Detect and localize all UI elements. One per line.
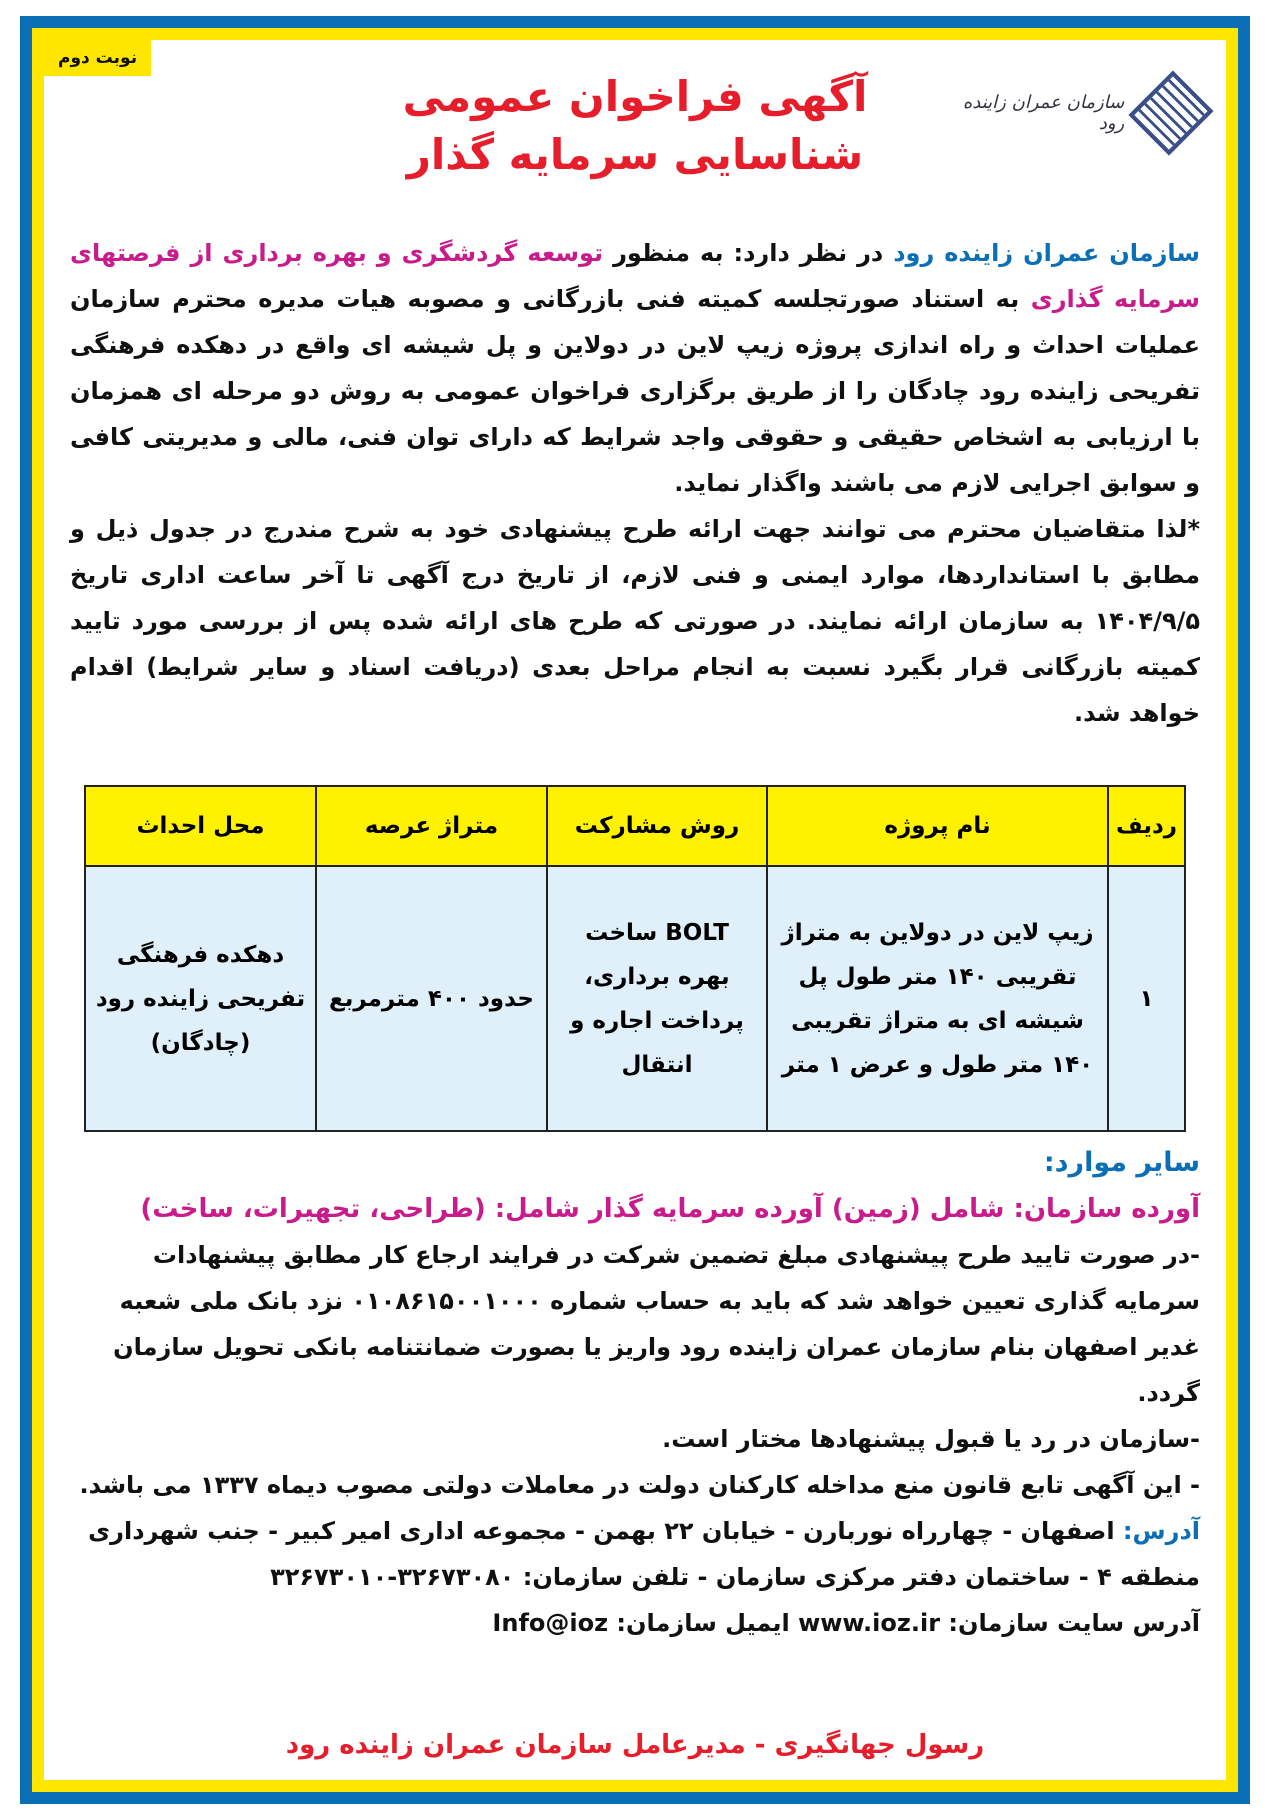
site-label: آدرس سایت سازمان: [940,1609,1200,1637]
ad-content [44,40,1226,1780]
cell-location: دهکده فرهنگی تفریحی زاینده رود (چادگان) [85,866,316,1131]
intro-body: به استناد صورتجلسه کمیته فنی بازرگانی و مصوبه هیات مدیره محترم سازمان عملیات احداث و راه اندازی پروژه زیپ لاین در دولاین و پل شیشه ای واقع در دهکده فرهنگی تفریحی زاینده رود چادگان را از طریق برگزاری فراخوان عمومی به روش دو مرحله ای همزمان با ارزیابی به اشخاص حقیقی و حقوقی واجد شرایط که دارای توان فنی، مالی و مدیریتی کافی و سوابق اجرایی لازم می باشند واگذار نماید. [70,285,1200,497]
header-row-no: ردیف [1108,786,1185,866]
website-link[interactable]: www.ioz.ir [798,1609,941,1637]
contributions: آورده سازمان: شامل (زمین) آورده سرمایه گذار شامل: (طراحی، تجهیرات، ساخت) [140,1194,1200,1224]
table-row [85,866,1185,1131]
submission-paragraph: *لذا متقاضیان محترم می توانند جهت ارائه طرح پیشنهادی خود به شرح مندرج در جدول ذیل و مطابق با استانداردها، موارد ایمنی و فنی لازم، از تاریخ درج آگهی تا آخر ساعت اداری تاریخ ۱۴۰۴/۹/۵ به سازمان ارائه نمایند. در صورتی که طرح های ارائه شده پس از بررسی مورد تایید کمیته بازرگانی قرار بگیرد نسبت به انجام مراحل بعدی (دریافت اسناد و سایر شرایط) اقدام خواهد شد. [70,515,1200,727]
cell-row-no: ۱ [1108,866,1185,1131]
address-label: آدرس: [1122,1517,1200,1545]
round-badge: نوبت دوم [44,40,151,76]
signature: رسول جهانگیری - مدیرعامل سازمان عمران زاینده رود [285,1730,985,1760]
title-line-2: شناسایی سرمایه گذار [406,130,864,179]
ad-frame [20,16,1250,1804]
cell-area: حدود ۴۰۰ مترمربع [316,866,547,1131]
cell-project: زیپ لاین در دولاین به متراژ تقریبی ۱۴۰ متر طول پل شیشه ای به متراژ تقریبی ۱۴۰ متر طول و عرض ۱ متر [767,866,1108,1131]
email-label: ایمیل سازمان: [608,1609,799,1637]
table-header [85,786,1185,866]
other-terms [70,1140,1200,1646]
rights-note: -سازمان در رد یا قبول پیشنهادها مختار است. [662,1425,1200,1453]
logo-text: سازمان عمران زاینده رود [962,92,1125,134]
cell-method: BOLT ساخت بهره برداری، پرداخت اجاره و انتقال [547,866,767,1131]
org-name: سازمان عمران زاینده رود [893,239,1201,267]
header-method: روش مشارکت [547,786,767,866]
guarantee-note: -در صورت تایید طرح پیشنهادی مبلغ تضمین شرکت در فرایند ارجاع کار مطابق پیشنهادات سرمایه گذاری تعیین خواهد شد که باید به حساب شماره ۰۱۰۸۶۱۵۰۰۱۰۰۰ نزد بانک ملی شعبه غدیر اصفهان بنام سازمان عمران زاینده رود واریز یا بصورت ضمانتنامه بانکی تحویل سازمان گردد. [113,1241,1200,1407]
header-location: محل احداث [85,786,316,866]
intro-part: در نظر دارد: به منظور [603,239,894,267]
intro-text [70,230,1200,736]
header-project: نام پروژه [767,786,1108,866]
address: اصفهان - چهارراه نوربارن - خیابان ۲۲ بهمن - مجموعه اداری امیر کبیر - جنب شهرداری منطقه ۴ - ساختمان دفتر مرکزی سازمان - تلفن سازمان: ۳۲۶۷۳۰۸۰-۳۲۶۷۳۰۱۰ [88,1517,1200,1591]
goal-text: توسعه گردشگری و بهره برداری از فرصتهای سرمایه گذاری [70,239,1201,313]
projects-table [84,785,1186,1132]
ad-title [44,68,1226,184]
other-heading: سایر موارد: [1043,1147,1200,1178]
law-note: - این آگهی تابع قانون منع مداخله کارکنان دولت در معاملات دولتی مصوب دیماه ۱۳۳۷ می باشد. [79,1471,1200,1499]
title-line-1: آگهی فراخوان عمومی [402,72,868,121]
email-link[interactable]: Info@ioz [492,1609,609,1637]
header-area: متراژ عرصه [316,786,547,866]
